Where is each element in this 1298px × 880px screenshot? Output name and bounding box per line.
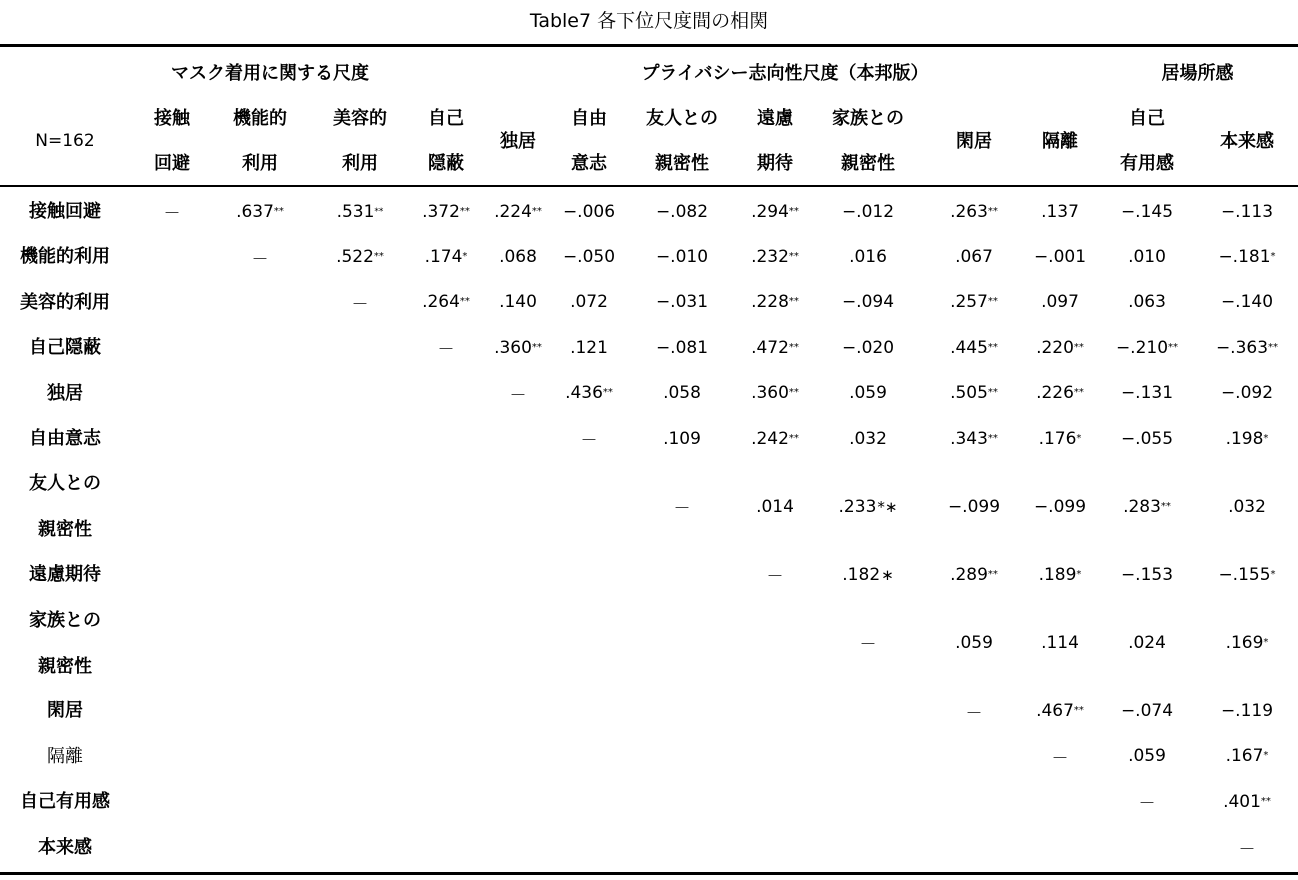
row-label-line1: 美容的利用 xyxy=(20,291,110,313)
row-label-line1: 接触回避 xyxy=(29,201,101,222)
correlation-cell xyxy=(1014,461,1106,552)
correlation-cell: .226 ** xyxy=(1036,383,1084,404)
row-label xyxy=(0,552,130,597)
correlation-value: −.050 xyxy=(562,247,616,268)
significance-mark: ∗ xyxy=(881,565,894,584)
correlation-cell xyxy=(636,416,728,461)
correlation-cell xyxy=(636,234,728,279)
column-header-line2: 利用 xyxy=(342,153,378,174)
correlation-cell: .360 ** xyxy=(751,383,799,404)
correlation-cell: .343 ** xyxy=(950,428,998,449)
correlation-value: −.131 xyxy=(1120,383,1174,404)
correlation-cell xyxy=(729,461,821,552)
column-header xyxy=(636,96,728,186)
n-label: N=162 xyxy=(35,130,95,151)
correlation-cell: −.363 ** xyxy=(1215,337,1279,358)
column-header-line1: 隔離 xyxy=(1042,130,1078,152)
correlation-value: .232 xyxy=(751,247,789,268)
diagonal-dash xyxy=(314,280,406,325)
correlation-value: −.155 xyxy=(1218,564,1271,585)
correlation-value: .014 xyxy=(756,496,794,517)
correlation-value: .228 xyxy=(751,292,789,313)
column-header xyxy=(1014,96,1106,186)
correlation-cell xyxy=(1201,280,1293,325)
correlation-value: .182 xyxy=(842,564,881,585)
correlation-value: .220 xyxy=(1036,337,1074,358)
correlation-value: −.094 xyxy=(841,292,895,313)
column-header xyxy=(214,96,306,186)
correlation-cell: .289 ** xyxy=(950,564,998,585)
correlation-value: － xyxy=(580,431,598,452)
correlation-value: .169 xyxy=(1225,632,1264,653)
correlation-value: － xyxy=(1238,839,1256,860)
row-label-line1: 隔離 xyxy=(47,745,83,767)
correlation-cell xyxy=(1101,688,1193,733)
column-header-line1: 接触 xyxy=(154,108,190,129)
row-label xyxy=(0,461,130,552)
correlation-value: −.099 xyxy=(1033,496,1087,517)
diagonal-dash xyxy=(1101,779,1193,824)
column-header-line2: 意志 xyxy=(571,153,607,174)
diagonal-dash xyxy=(928,688,1020,733)
correlation-cell xyxy=(1101,552,1193,597)
correlation-value: .233 xyxy=(838,496,877,517)
correlation-value: −.363 xyxy=(1215,337,1269,358)
correlation-value: － xyxy=(351,294,369,315)
correlation-cell xyxy=(928,234,1020,279)
correlation-value: .289 xyxy=(950,564,988,585)
row-label xyxy=(0,189,130,234)
correlation-cell: .228 ** xyxy=(751,292,799,313)
correlation-cell: .220 ** xyxy=(1036,337,1084,358)
diagonal-dash xyxy=(1014,734,1106,779)
diagonal-dash xyxy=(543,416,635,461)
row-label-line2: 親密性 xyxy=(38,519,92,541)
row-label xyxy=(0,825,130,870)
correlation-cell: −.181 * xyxy=(1218,247,1276,268)
row-label-line1: 独居 xyxy=(47,382,83,404)
correlation-value: .010 xyxy=(1128,247,1166,268)
correlation-value: .472 xyxy=(751,337,789,358)
row-label xyxy=(0,416,130,461)
correlation-cell: .436 ** xyxy=(565,383,613,404)
correlation-cell xyxy=(822,189,914,234)
correlation-value: － xyxy=(163,204,181,225)
column-header xyxy=(1201,96,1293,186)
correlation-cell: .198 * xyxy=(1225,428,1269,449)
correlation-value: .257 xyxy=(950,292,988,313)
correlation-value: .343 xyxy=(950,428,988,449)
correlation-value: .067 xyxy=(955,247,993,268)
correlation-value: .024 xyxy=(1128,632,1166,653)
row-label-line1: 自己隠蔽 xyxy=(29,337,101,359)
column-header-line1: 遠慮 xyxy=(757,108,793,129)
correlation-value: .174 xyxy=(424,247,463,268)
correlation-cell xyxy=(1101,189,1193,234)
correlation-cell xyxy=(1201,371,1293,416)
correlation-value: .637 xyxy=(236,201,274,222)
correlation-value: .072 xyxy=(570,292,608,313)
correlation-value: .140 xyxy=(499,292,537,313)
correlation-value: － xyxy=(859,635,877,656)
correlation-value: .522 xyxy=(336,247,374,268)
correlation-value: .189 xyxy=(1038,564,1077,585)
row-label xyxy=(0,280,130,325)
correlation-value: － xyxy=(437,340,455,361)
correlation-cell: .242 ** xyxy=(751,428,799,449)
correlation-value: .068 xyxy=(499,247,537,268)
correlation-value: － xyxy=(965,703,983,724)
correlation-cell: .522 ** xyxy=(336,247,384,268)
correlation-value: −.119 xyxy=(1220,701,1274,722)
correlation-cell: .360 ** xyxy=(494,337,542,358)
correlation-value: −.010 xyxy=(655,247,709,268)
correlation-value: −.092 xyxy=(1220,383,1274,404)
correlation-cell: .257 ** xyxy=(950,292,998,313)
correlation-value: .176 xyxy=(1038,428,1077,449)
column-header-line1: 家族との xyxy=(832,108,904,129)
correlation-value: −.099 xyxy=(947,496,1001,517)
correlation-cell xyxy=(822,416,914,461)
correlation-cell xyxy=(1101,371,1193,416)
correlation-value: −.210 xyxy=(1115,337,1169,358)
correlation-value: −.153 xyxy=(1120,564,1174,585)
table-title: Table7 各下位尺度間の相関 xyxy=(529,10,769,32)
row-label-line1: 友人との xyxy=(29,473,101,495)
diagonal-dash xyxy=(1201,825,1293,870)
correlation-value: .032 xyxy=(1228,496,1266,517)
correlation-cell xyxy=(1101,234,1193,279)
correlation-value: .360 xyxy=(751,383,789,404)
correlation-cell xyxy=(822,552,914,597)
correlation-cell: .232 ** xyxy=(751,247,799,268)
correlation-cell xyxy=(636,280,728,325)
column-header-line1: 自己 xyxy=(428,108,464,129)
column-header xyxy=(543,96,635,186)
correlation-cell xyxy=(1014,234,1106,279)
correlation-value: .063 xyxy=(1128,292,1166,313)
correlation-value: .059 xyxy=(955,632,993,653)
correlation-value: .121 xyxy=(570,337,608,358)
correlation-cell: .189 * xyxy=(1038,564,1082,585)
correlation-cell: .445 ** xyxy=(950,337,998,358)
column-header xyxy=(1101,96,1193,186)
correlation-cell xyxy=(1101,280,1193,325)
correlation-value: .167 xyxy=(1225,746,1264,767)
correlation-cell: .372 ** xyxy=(422,201,470,222)
correlation-value: .114 xyxy=(1041,632,1079,653)
correlation-value: .264 xyxy=(422,292,460,313)
correlation-cell: −.210 ** xyxy=(1115,337,1179,358)
column-header-line2: 回避 xyxy=(154,153,190,174)
group-label-ibasho: 居場所感 xyxy=(1161,63,1234,84)
correlation-value: −.140 xyxy=(1220,292,1274,313)
row-label-line1: 本来感 xyxy=(38,836,92,858)
correlation-value: −.113 xyxy=(1220,201,1274,222)
correlation-value: .137 xyxy=(1041,201,1079,222)
correlation-cell: .505 ** xyxy=(950,383,998,404)
top-rule xyxy=(0,44,1298,47)
correlation-cell: .467 ** xyxy=(1036,701,1084,722)
correlation-cell: .169 * xyxy=(1225,632,1269,653)
column-header-line1: 友人との xyxy=(646,108,718,129)
correlation-cell xyxy=(1201,461,1293,552)
correlation-value: .059 xyxy=(1128,746,1166,767)
column-header-line1: 本来感 xyxy=(1220,130,1274,152)
diagonal-dash xyxy=(214,234,306,279)
row-label xyxy=(0,325,130,370)
column-header xyxy=(822,96,914,186)
correlation-value: .198 xyxy=(1225,428,1264,449)
correlation-cell xyxy=(543,189,635,234)
correlation-value: .505 xyxy=(950,383,988,404)
correlation-value: .467 xyxy=(1036,701,1074,722)
correlation-cell xyxy=(1014,280,1106,325)
diagonal-dash xyxy=(729,552,821,597)
correlation-value: −.020 xyxy=(841,337,895,358)
correlation-value: −.012 xyxy=(841,201,895,222)
correlation-value: .294 xyxy=(751,201,789,222)
column-header-line1: 美容的 xyxy=(333,108,387,129)
correlation-value: .058 xyxy=(663,383,701,404)
correlation-value: .401 xyxy=(1223,791,1261,812)
row-label-line1: 自由意志 xyxy=(29,428,101,449)
correlation-cell: .263 ** xyxy=(950,201,998,222)
correlation-cell: .283 ** xyxy=(1123,496,1171,517)
column-header-line2: 有用感 xyxy=(1120,153,1174,174)
correlation-value: .059 xyxy=(849,383,887,404)
row-label-line1: 閑居 xyxy=(47,700,83,722)
correlation-value: .445 xyxy=(950,337,988,358)
correlation-value: － xyxy=(509,385,527,406)
row-label-line2: 親密性 xyxy=(38,655,92,677)
row-label xyxy=(0,598,130,689)
correlation-value: － xyxy=(766,567,784,588)
correlation-value: － xyxy=(673,499,691,520)
row-label xyxy=(0,734,130,779)
correlation-cell xyxy=(636,189,728,234)
correlation-cell xyxy=(928,461,1020,552)
correlation-cell xyxy=(822,325,914,370)
correlation-value: － xyxy=(1051,748,1069,769)
correlation-value: −.145 xyxy=(1120,201,1174,222)
diagonal-dash xyxy=(822,598,914,689)
correlation-cell xyxy=(543,325,635,370)
row-label xyxy=(0,779,130,824)
column-header-line1: 独居 xyxy=(500,130,536,152)
correlation-cell xyxy=(928,598,1020,689)
correlation-cell xyxy=(1014,189,1106,234)
correlation-value: .016 xyxy=(849,247,887,268)
column-header-line1: 閑居 xyxy=(956,130,992,152)
correlation-cell xyxy=(1101,416,1193,461)
correlation-cell xyxy=(1201,688,1293,733)
column-header-line2: 親密性 xyxy=(841,153,895,174)
correlation-value: .097 xyxy=(1041,292,1079,313)
correlation-value: .109 xyxy=(663,428,701,449)
group-label-privacy: プライバシー志向性尺度（本邦版） xyxy=(641,63,929,84)
correlation-value: .360 xyxy=(494,337,532,358)
correlation-cell: .264 ** xyxy=(422,292,470,313)
correlation-value: .372 xyxy=(422,201,460,222)
column-header-line2: 親密性 xyxy=(655,153,709,174)
bottom-rule xyxy=(0,872,1298,875)
correlation-value: .283 xyxy=(1123,496,1161,517)
row-label-line1: 機能的利用 xyxy=(20,246,110,268)
column-header-line1: 機能的 xyxy=(233,108,287,129)
column-header xyxy=(729,96,821,186)
correlation-cell xyxy=(1014,598,1106,689)
correlation-value: −.055 xyxy=(1120,428,1174,449)
correlation-cell xyxy=(822,371,914,416)
correlation-cell xyxy=(822,280,914,325)
correlation-cell: .472 ** xyxy=(751,337,799,358)
correlation-value: .436 xyxy=(565,383,603,404)
column-header-line1: 自由 xyxy=(571,108,607,129)
group-label-mask: マスク着用に関する尺度 xyxy=(171,63,369,84)
correlation-value: −.081 xyxy=(655,337,709,358)
correlation-cell: .637 ** xyxy=(236,201,284,222)
correlation-cell: .531 ** xyxy=(336,201,384,222)
column-header-line2: 利用 xyxy=(242,153,278,174)
correlation-cell: .294 ** xyxy=(751,201,799,222)
correlation-cell xyxy=(1101,734,1193,779)
row-label-line1: 家族との xyxy=(29,609,101,631)
row-label xyxy=(0,234,130,279)
column-header-line2: 期待 xyxy=(757,153,793,174)
column-header xyxy=(314,96,406,186)
column-header xyxy=(928,96,1020,186)
correlation-value: － xyxy=(1138,794,1156,815)
correlation-cell: .176 * xyxy=(1038,428,1082,449)
correlation-cell xyxy=(1101,598,1193,689)
diagonal-dash xyxy=(126,189,218,234)
correlation-cell xyxy=(636,325,728,370)
row-label xyxy=(0,688,130,733)
correlation-cell xyxy=(543,280,635,325)
significance-mark: *∗ xyxy=(877,497,898,516)
correlation-cell xyxy=(543,234,635,279)
correlation-value: .226 xyxy=(1036,383,1074,404)
correlation-value: .032 xyxy=(849,428,887,449)
correlation-cell xyxy=(636,371,728,416)
correlation-value: .263 xyxy=(950,201,988,222)
correlation-cell: .167 * xyxy=(1225,746,1269,767)
correlation-cell: .174 * xyxy=(424,247,468,268)
row-label-line1: 遠慮期待 xyxy=(29,564,101,586)
column-header xyxy=(126,96,218,186)
correlation-value: .224 xyxy=(494,201,532,222)
correlation-cell xyxy=(822,234,914,279)
correlation-cell: .401 ** xyxy=(1223,791,1271,812)
correlation-value: −.181 xyxy=(1218,247,1271,268)
column-header-line2: 隠蔽 xyxy=(428,153,464,174)
correlation-value: −.074 xyxy=(1120,701,1174,722)
correlation-value: −.031 xyxy=(655,292,709,313)
correlation-cell: .224 ** xyxy=(494,201,542,222)
correlation-value: −.082 xyxy=(655,201,709,222)
correlation-value: .242 xyxy=(751,428,789,449)
correlation-cell xyxy=(1201,189,1293,234)
correlation-value: −.006 xyxy=(562,201,616,222)
correlation-value: .531 xyxy=(336,201,375,222)
column-header-line1: 自己 xyxy=(1129,108,1165,129)
correlation-value: −.001 xyxy=(1033,247,1087,268)
correlation-cell: −.155 * xyxy=(1218,564,1276,585)
correlation-value: － xyxy=(251,249,269,270)
row-label xyxy=(0,371,130,416)
correlation-cell xyxy=(822,461,914,552)
diagonal-dash xyxy=(636,461,728,552)
row-label-line1: 自己有用感 xyxy=(20,791,110,813)
